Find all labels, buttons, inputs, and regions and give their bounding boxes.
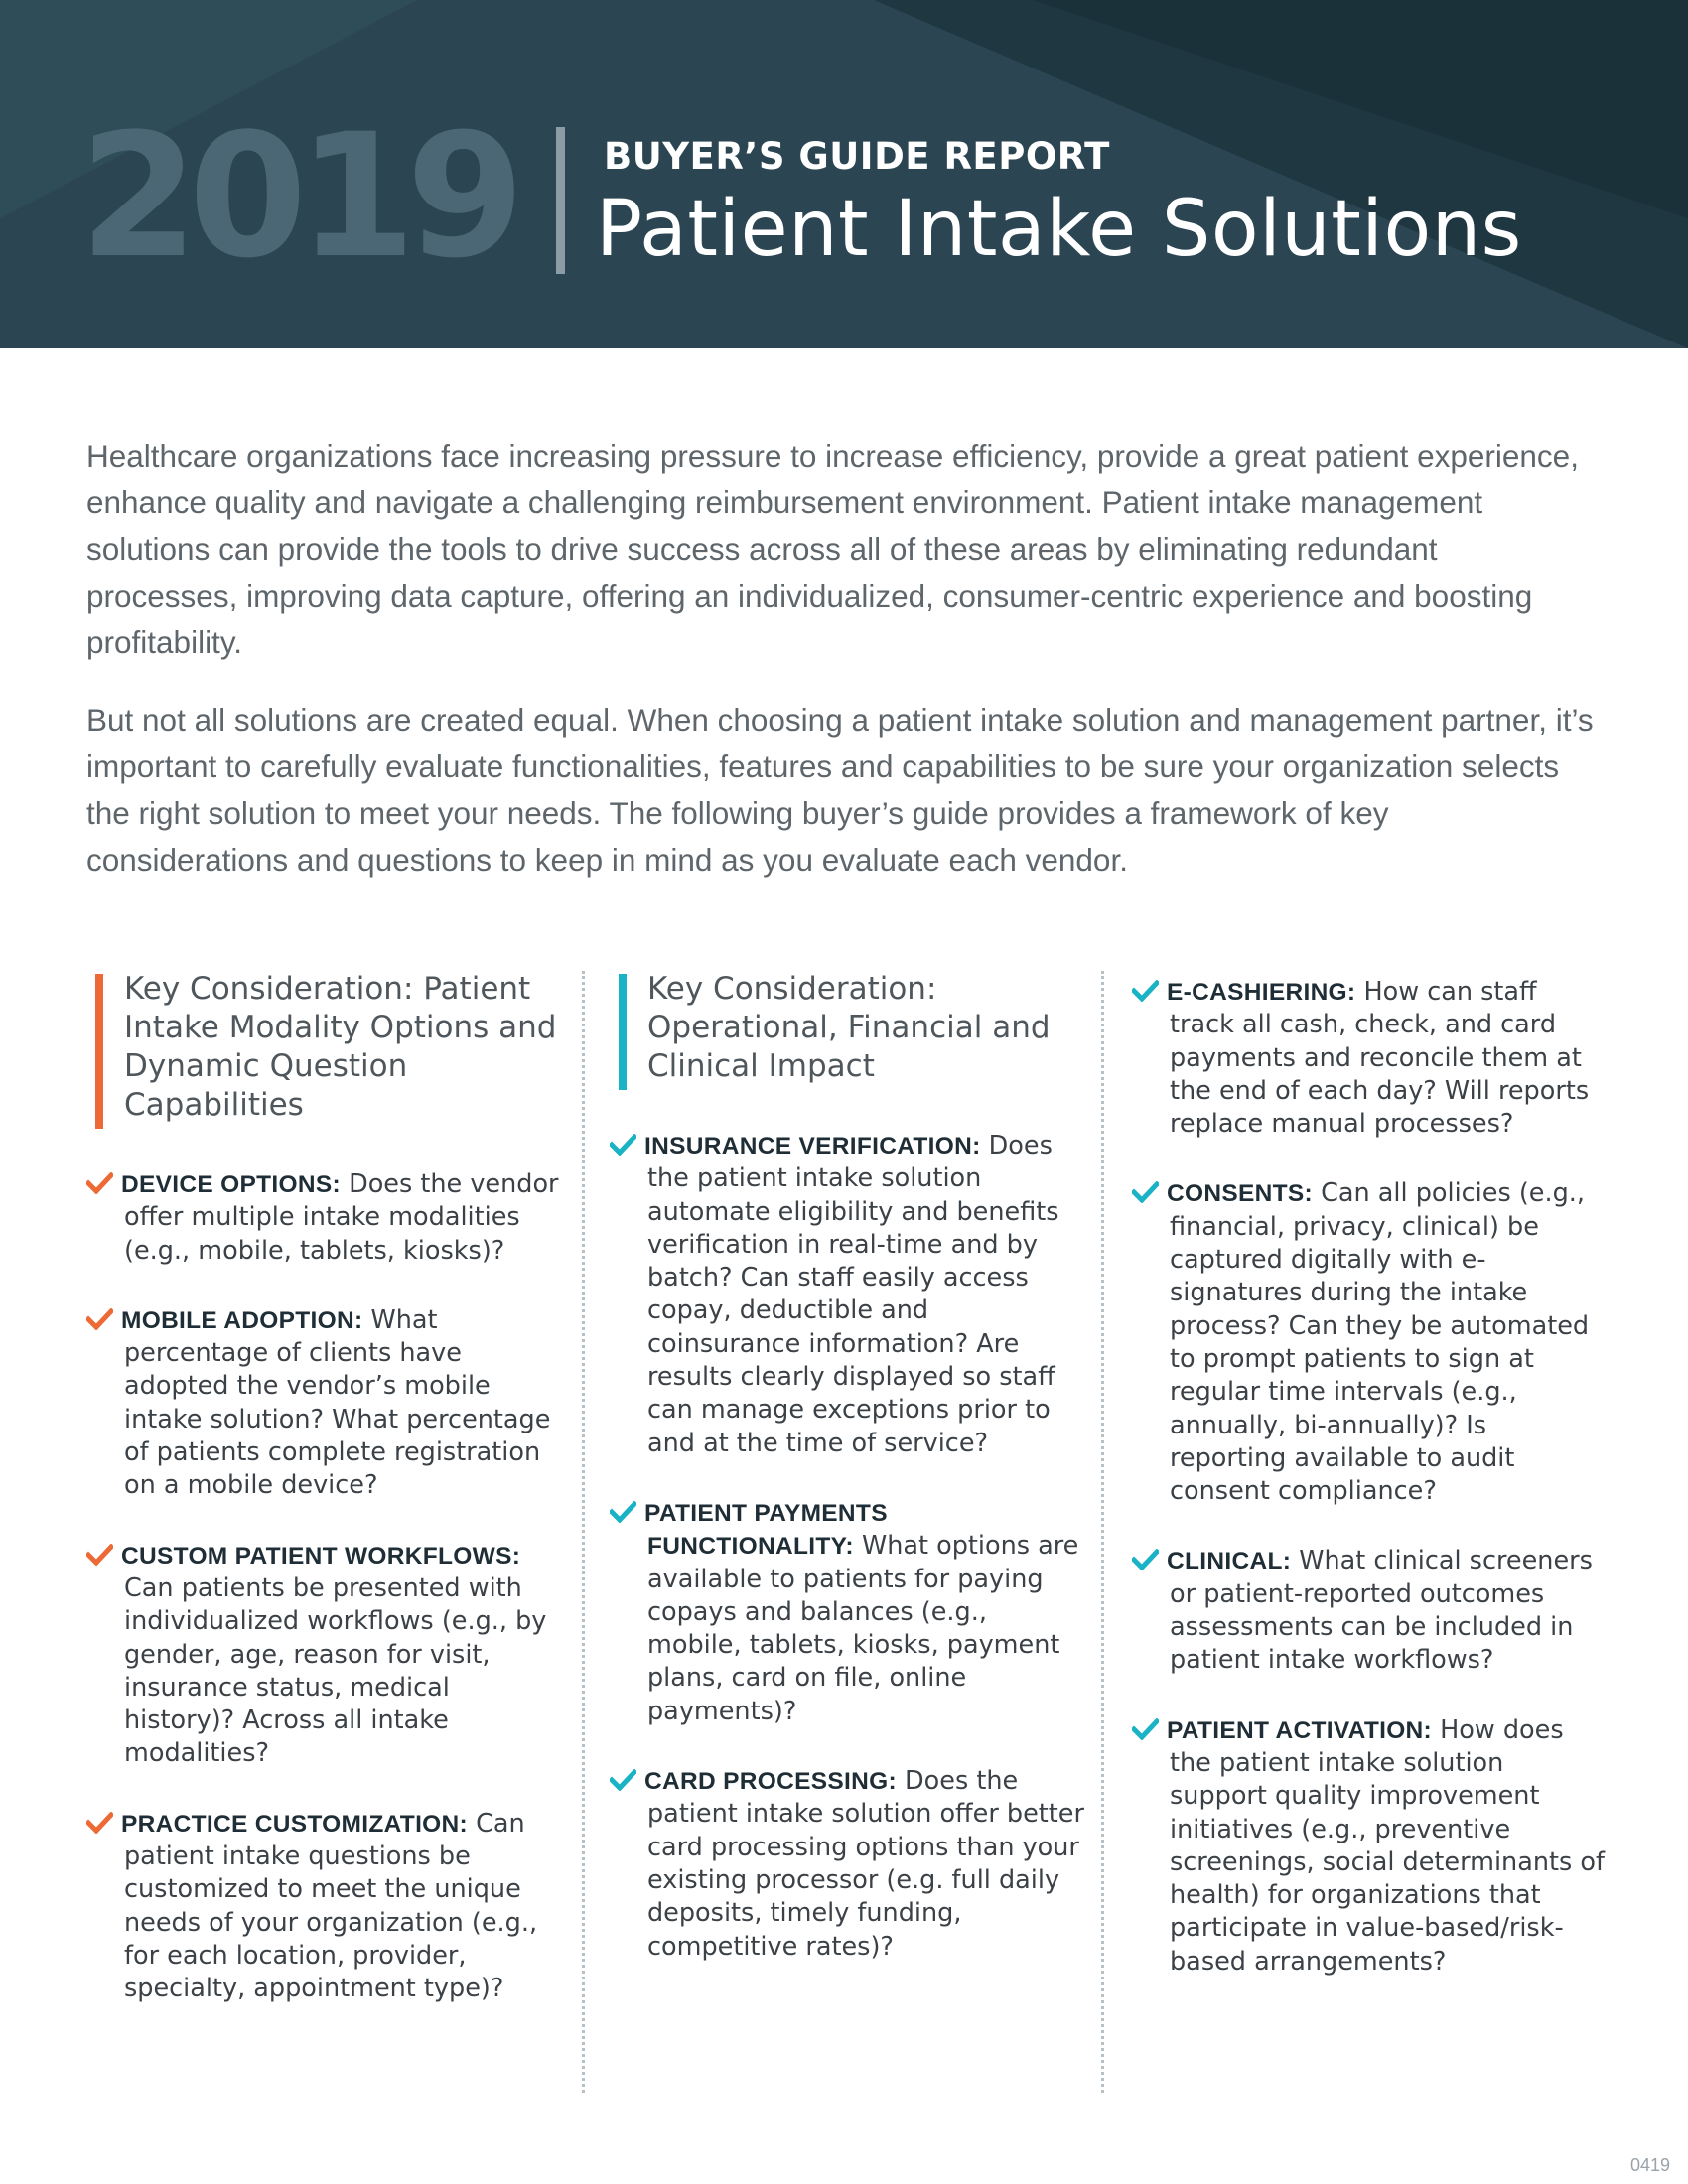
item-text: What options are available to patients for paying copays and balances (e.g., mobile, tablets, kiosks, payment plans, card on file, online payments)? xyxy=(647,1531,1079,1726)
item-text: Does the vendor offer multiple intake modalities (e.g., mobile, tablets, kiosks)? xyxy=(124,1169,559,1266)
intro-section xyxy=(86,433,1596,914)
report-kicker: BUYER’S GUIDE REPORT xyxy=(604,135,1110,178)
list-item xyxy=(1132,1177,1609,1508)
page-title: Patient Intake Solutions xyxy=(596,185,1522,274)
item-heading: MOBILE ADOPTION: xyxy=(121,1306,363,1334)
item-heading: CARD PROCESSING: xyxy=(644,1768,897,1796)
list-item xyxy=(610,1130,1086,1460)
list-item xyxy=(86,1808,563,2006)
item-heading: INSURANCE VERIFICATION: xyxy=(644,1133,981,1160)
key-consideration-text: Key Consideration: Patient Intake Modality Options and Dynamic Question Capabilities xyxy=(124,971,557,1123)
item-text: Does the patient intake solution offer better card processing options than your existing processor (e.g. full daily deposits, timely funding, competitive rates)? xyxy=(647,1766,1084,1962)
intro-paragraph-1: Healthcare organizations face increasing pressure to increase efficiency, provide a great patient experience, enhance quality and navigate a challenging reimbursement environment. Patient intake management solutions can provide the tools to drive success across all of these areas by eliminating redundant processes, improving data capture, offering an individualized, consumer-centric experience and boosting profitability. xyxy=(86,438,1579,660)
item-text: How does the patient intake solution support quality improvement initiatives (e.g., preventive screenings, social determinants of health) for organizations that participate in value-based/risk-based arrangements? xyxy=(1170,1714,1605,1977)
item-text: What clinical screeners or patient-reported outcomes assessments can be included in patient intake workflows? xyxy=(1170,1546,1593,1676)
check-icon xyxy=(1132,1718,1159,1740)
accent-rule xyxy=(95,974,103,1129)
list-item xyxy=(86,1168,563,1268)
list-item xyxy=(1132,1714,1609,1979)
list-item xyxy=(610,1497,1086,1728)
check-icon xyxy=(610,1134,636,1156)
item-text: What percentage of clients have adopted the vendor’s mobile intake solution? What percentage of patients complete registration on a mobile device? xyxy=(124,1304,551,1501)
list-item xyxy=(610,1765,1086,1964)
item-text: How can staff track all cash, check, and card payments and reconcile them at the end of each day? Will reports replace manual processes? xyxy=(1170,977,1590,1140)
key-consideration-text: Key Consideration: Operational, Financial and Clinical Impact xyxy=(647,971,1051,1084)
column-additional-features xyxy=(1132,976,1609,1979)
item-heading: E-CASHIERING: xyxy=(1167,979,1356,1006)
intro-paragraph-2: But not all solutions are created equal. When choosing a patient intake solution and management partner, it’s important to carefully evaluate functionalities, features and capabilities to be sure your organization selects the right solution to meet your needs. The following buyer’s guide provides a framework of key considerations and questions to keep in mind as you evaluate each vendor. xyxy=(86,702,1594,878)
accent-rule xyxy=(619,974,627,1090)
list-item xyxy=(86,1304,563,1503)
item-text: Can patient intake questions be customized to meet the unique needs of your organization (e.g., for each location, provider, specialty, appointment type)? xyxy=(124,1808,538,2004)
check-icon xyxy=(86,1544,113,1566)
check-icon xyxy=(1132,1549,1159,1570)
item-heading: PATIENT ACTIVATION: xyxy=(1167,1716,1433,1744)
list-item xyxy=(86,1540,563,1771)
item-text: Does the patient intake solution automate eligibility and benefits verification in real-time and by batch? Can staff easily access copay, deductible and coinsurance information? Are results clearly displayed so staff can manage exceptions prior to and at the time of service? xyxy=(647,1131,1059,1458)
column-operational-impact xyxy=(610,968,1086,1964)
check-icon xyxy=(1132,980,1159,1002)
key-consideration-heading xyxy=(86,970,563,1125)
item-heading: PRACTICE CUSTOMIZATION: xyxy=(121,1810,468,1838)
item-heading: PATIENT PAYMENTS FUNCTIONALITY: xyxy=(644,1499,888,1561)
list-item xyxy=(1132,976,1609,1141)
check-icon xyxy=(610,1501,636,1523)
check-icon xyxy=(86,1812,113,1834)
item-heading: CLINICAL: xyxy=(1167,1548,1292,1575)
header-banner xyxy=(0,0,1688,348)
column-divider-2 xyxy=(1101,971,1104,2093)
item-heading: CONSENTS: xyxy=(1167,1180,1313,1208)
key-consideration-heading xyxy=(610,970,1086,1086)
column-divider-1 xyxy=(582,971,585,2093)
item-text: Can all policies (e.g., financial, privacy, clinical) be captured digitally with e-signatures during the intake process? Can they be automated to prompt patients to sign at regular time intervals (e.g., annually, bi-annually)? Is reporting available to audit consent compliance? xyxy=(1170,1178,1590,1507)
check-icon xyxy=(1132,1181,1159,1203)
item-heading: DEVICE OPTIONS: xyxy=(121,1171,341,1198)
report-year: 2019 xyxy=(79,96,515,296)
check-icon xyxy=(610,1769,636,1791)
page-folio: 0419 xyxy=(1629,2155,1670,2175)
item-text: Can patients be presented with individualized workflows (e.g., by gender, age, reason for visit, insurance status, medical history)? Across all intake modalities? xyxy=(124,1572,547,1769)
check-icon xyxy=(86,1308,113,1330)
header-divider xyxy=(556,127,565,274)
column-modality-options xyxy=(86,968,563,2006)
check-icon xyxy=(86,1172,113,1194)
item-heading: CUSTOM PATIENT WORKFLOWS: xyxy=(121,1542,521,1570)
list-item xyxy=(1132,1545,1609,1677)
